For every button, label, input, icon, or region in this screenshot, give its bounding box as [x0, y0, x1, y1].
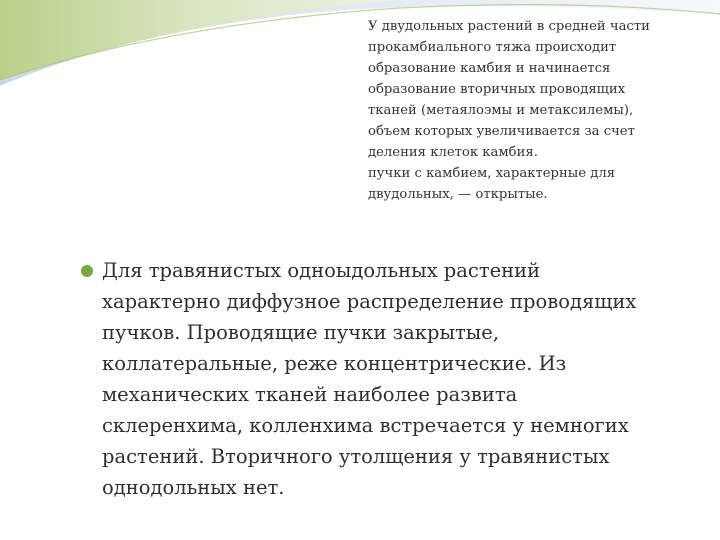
- top-paragraph-line: деления клеток камбия.: [368, 145, 538, 160]
- bullet-paragraph-line: механических тканей наиболее развита: [102, 383, 518, 406]
- bullet-paragraph: [102, 255, 720, 503]
- bullet-paragraph-line: растений. Вторичного утолщения у травянистых: [102, 445, 610, 468]
- bullet-paragraph-line: пучков. Проводящие пучки закрытые,: [102, 321, 500, 344]
- bullet-paragraph-line: Для травянистых одноыдольных растений: [102, 259, 541, 282]
- bullet-paragraph-line: однодольных нет.: [102, 476, 285, 499]
- bullet-dot-icon: [81, 265, 93, 277]
- top-paragraph-line: образование камбия и начинается: [368, 61, 611, 76]
- top-paragraph-line: двудольных, — открытые.: [368, 187, 548, 202]
- top-paragraph-line: У двудольных растений в средней части: [368, 19, 650, 34]
- top-paragraph-line: пучки с камбием, характерные для: [368, 166, 616, 181]
- top-paragraph-line: образование вторичных проводящих: [368, 82, 626, 97]
- top-paragraph-line: объем которых увеличивается за счет: [368, 124, 635, 139]
- bullet-paragraph-line: коллатеральные, реже концентрические. Из: [102, 352, 567, 375]
- bullet-paragraph-line: характерно диффузное распределение проводящих: [102, 290, 637, 313]
- top-paragraph-line: тканей (метаялоэмы и метаксилемы),: [368, 103, 634, 118]
- top-paragraph-line: прокамбиального тяжа происходит: [368, 40, 617, 55]
- bullet-paragraph-line: склеренхима, колленхима встречается у немногих: [102, 414, 629, 437]
- top-paragraph: [368, 16, 708, 205]
